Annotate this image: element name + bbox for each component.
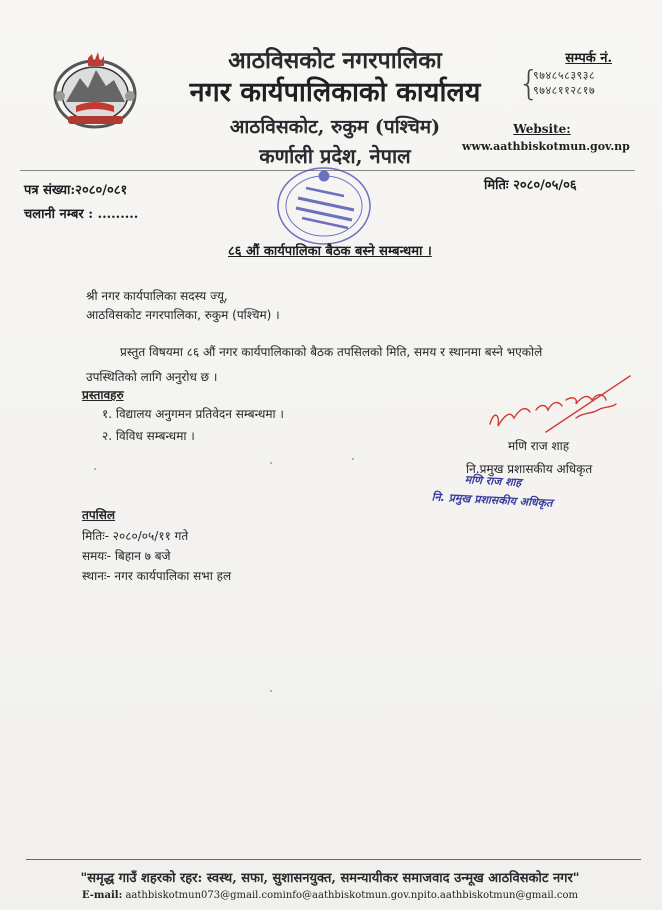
footer-slogan: "समृद्ध गाउँ शहरको रहर: स्वस्थ, सफा, सुशासनयुक्त, समन्यायीकर समाजवाद उन्मूख आठविसकोट नगर" <box>80 871 580 886</box>
schedule-date: मितिः- २०८०/०५/११ गते <box>82 529 189 543</box>
letter-body: प्रस्तुत विषयमा ८६ औं नगर कार्यपालिकाको बैठक तपसिलको मिति, समय र स्थानमा बस्ने भएकोले उपस्थितिको लागि अनुरोध छ । <box>86 345 543 384</box>
email-addresses[interactable]: aathbiskotmun073@gmail.cominfo@aathbiskotmun.gov.npito.aathbiskotmun@gmail.com <box>125 890 579 901</box>
letter-date: मितिः २०८०/०५/०६ <box>484 178 577 193</box>
office-address: आठविसकोट, रुकुम (पश्चिम) <box>229 116 441 138</box>
footer-divider <box>26 859 641 860</box>
paper-speck <box>270 690 272 692</box>
municipality-name: आठविसकोट नगरपालिका <box>228 47 442 74</box>
website-title: Website: <box>513 122 571 136</box>
agenda-item: १. विद्यालय अनुगमन प्रतिवेदन सम्बन्धमा । <box>102 407 284 421</box>
footer-email-line <box>40 890 620 901</box>
phone-number: ९७४८५८३९३८ <box>533 69 596 82</box>
stamp-name: मणि राज शाह <box>464 473 522 490</box>
nepal-government-emblem <box>48 50 143 132</box>
signatory-name: मणि राज शाह <box>508 439 570 453</box>
signatory-rubber-stamp <box>425 466 575 520</box>
schedule-time: समयः- बिहान ७ बजे <box>82 549 171 563</box>
contact-title: सम्पर्क नं. <box>565 51 612 66</box>
paper-speck <box>352 458 354 460</box>
schedule-heading: तपसिल <box>82 508 116 522</box>
schedule-venue: स्थानः- नगर कार्यपालिका सभा हल <box>82 569 232 583</box>
phone-number: ९७४८११२८१७ <box>533 84 596 97</box>
office-name: नगर कार्यपालिकाको कार्यालय <box>189 77 481 108</box>
signatory-title: नि.प्रमुख प्रशासकीय अधिकृत <box>466 462 593 476</box>
recipient-line: श्री नगर कार्यपालिका सदस्य ज्यू, <box>86 289 228 303</box>
province-line: कर्णाली प्रदेश, नेपाल <box>259 144 411 168</box>
paper-speck <box>94 468 96 470</box>
reference-number: पत्र संख्या:२०८०/०८१ <box>24 183 128 198</box>
website-block <box>462 122 630 153</box>
dispatch-number: चलानी नम्बर : ......... <box>24 207 139 222</box>
paper-speck <box>270 462 272 464</box>
handwritten-signature <box>480 370 640 440</box>
brace-icon: { <box>518 64 540 104</box>
recipient-line: आठविसकोट नगरपालिका, रुकुम (पश्चिम) । <box>86 308 280 322</box>
agenda-heading: प्रस्तावहरु <box>82 388 124 402</box>
website-url[interactable]: www.aathbiskotmun.gov.np <box>462 140 630 153</box>
agenda-item: २. विविध सम्बन्धमा । <box>102 429 195 443</box>
email-label: E-mail: <box>81 890 123 901</box>
phone-list <box>533 68 595 98</box>
contact-block <box>518 48 638 104</box>
office-seal-stamp <box>268 162 380 250</box>
letter-subject: ८६ औं कार्यपालिका बैठक बस्ने सम्बन्धमा । <box>228 244 432 259</box>
stamp-title: नि. प्रमुख प्रशासकीय अधिकृत <box>431 490 553 510</box>
